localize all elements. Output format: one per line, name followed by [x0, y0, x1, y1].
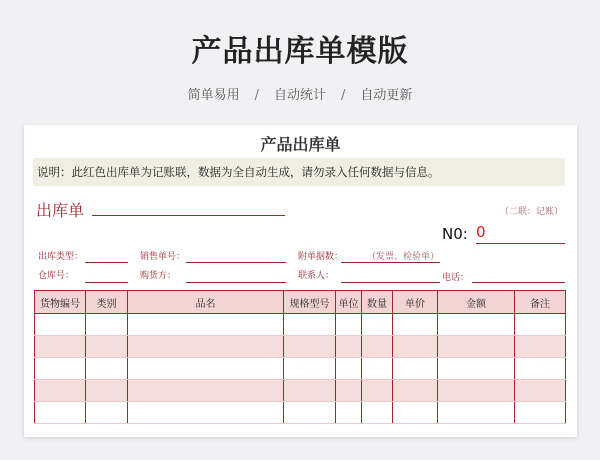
- col-header: 单价: [393, 291, 438, 314]
- field-label-buyer: 购货方：: [140, 271, 177, 281]
- field-label-attach: 附单据数：: [298, 252, 344, 262]
- col-header: 金额: [438, 291, 515, 314]
- col-header: 货物编号: [35, 291, 86, 314]
- table-cell[interactable]: [438, 314, 515, 336]
- field-label-type: 出库类型：: [38, 252, 84, 262]
- field-label-phone: 电话：: [442, 273, 470, 283]
- goods-table: [34, 290, 566, 424]
- field-phone-input[interactable]: [472, 282, 565, 283]
- table-cell[interactable]: [35, 336, 86, 358]
- col-header: 类别: [86, 291, 128, 314]
- tag-auto-update: 自动更新: [360, 88, 413, 103]
- field-warehouse-input[interactable]: [85, 282, 128, 283]
- table-cell[interactable]: [284, 336, 336, 358]
- table-cell[interactable]: [438, 402, 515, 424]
- table-cell[interactable]: [362, 402, 393, 424]
- table-cell[interactable]: [128, 358, 284, 380]
- table-cell[interactable]: [393, 358, 438, 380]
- table-cell[interactable]: [515, 314, 566, 336]
- table-cell[interactable]: [284, 402, 336, 424]
- field-label-warehouse: 仓库号：: [38, 271, 75, 281]
- table-cell[interactable]: [438, 380, 515, 402]
- outbound-heading: 出库单: [36, 201, 85, 220]
- table-cell[interactable]: [284, 314, 336, 336]
- table-cell[interactable]: [35, 380, 86, 402]
- field-attach-input[interactable]: [341, 262, 366, 263]
- table-cell[interactable]: [284, 358, 336, 380]
- table-cell[interactable]: [86, 336, 128, 358]
- table-cell[interactable]: [515, 402, 566, 424]
- table-cell[interactable]: [438, 336, 515, 358]
- tag-auto-stat: 自动统计: [273, 88, 326, 103]
- table-row: [35, 314, 566, 336]
- field-type-input[interactable]: [85, 262, 128, 263]
- field-attach-hint: （发票、检验单）: [367, 252, 440, 262]
- table-cell[interactable]: [128, 402, 284, 424]
- field-label-contact: 联系人：: [298, 271, 335, 281]
- table-cell[interactable]: [284, 380, 336, 402]
- doc-title: 产品出库单: [260, 135, 341, 154]
- tag-separator: /: [254, 88, 259, 103]
- table-cell[interactable]: [438, 358, 515, 380]
- table-cell[interactable]: [336, 402, 362, 424]
- table-cell[interactable]: [336, 358, 362, 380]
- table-cell[interactable]: [128, 336, 284, 358]
- table-row: [35, 336, 566, 358]
- table-cell[interactable]: [86, 358, 128, 380]
- table-cell[interactable]: [393, 402, 438, 424]
- table-cell[interactable]: [515, 380, 566, 402]
- field-label-sales-no: 销售单号：: [140, 252, 186, 262]
- table-cell[interactable]: [128, 380, 284, 402]
- field-attach-hint-underline: [366, 262, 440, 263]
- page-title: 产品出库单模版: [191, 34, 409, 69]
- heading-underline: [92, 215, 285, 216]
- table-cell[interactable]: [515, 336, 566, 358]
- tag-separator: /: [341, 88, 346, 103]
- table-cell[interactable]: [336, 380, 362, 402]
- table-row: [35, 380, 566, 402]
- field-sales-no-input[interactable]: [186, 262, 286, 263]
- table-cell[interactable]: [362, 380, 393, 402]
- table-row: [35, 402, 566, 424]
- instruction-note: 说明：此红色出库单为记账联，数据为全自动生成，请勿录入任何数据与信息。: [33, 158, 565, 186]
- subtitle-tags: [0, 84, 600, 103]
- col-header: 备注: [515, 291, 566, 314]
- table-cell[interactable]: [35, 402, 86, 424]
- table-cell[interactable]: [393, 380, 438, 402]
- table-cell[interactable]: [35, 314, 86, 336]
- field-buyer-input[interactable]: [186, 282, 286, 283]
- col-header: 数量: [362, 291, 393, 314]
- table-cell[interactable]: [86, 314, 128, 336]
- field-contact-input[interactable]: [341, 282, 440, 283]
- col-header: 规格型号: [284, 291, 336, 314]
- table-cell[interactable]: [362, 336, 393, 358]
- table-cell[interactable]: [128, 314, 284, 336]
- tag-easy: 简单易用: [187, 88, 240, 103]
- template-preview-card: [24, 125, 577, 437]
- table-cell[interactable]: [86, 380, 128, 402]
- table-cell[interactable]: [86, 402, 128, 424]
- table-cell[interactable]: [336, 336, 362, 358]
- table-cell[interactable]: [336, 314, 362, 336]
- col-header: 品名: [128, 291, 284, 314]
- table-row: [35, 358, 566, 380]
- table-cell[interactable]: [362, 314, 393, 336]
- table-cell[interactable]: [35, 358, 86, 380]
- number-underline: [476, 243, 565, 244]
- table-cell[interactable]: [362, 358, 393, 380]
- number-label: N0:: [442, 225, 468, 243]
- col-header: 单位: [336, 291, 362, 314]
- copy-label: （二联：记账）: [500, 207, 564, 217]
- table-cell[interactable]: [515, 358, 566, 380]
- table-header-row: [35, 291, 566, 314]
- table-cell[interactable]: [393, 314, 438, 336]
- number-value: 0: [476, 223, 486, 241]
- table-cell[interactable]: [393, 336, 438, 358]
